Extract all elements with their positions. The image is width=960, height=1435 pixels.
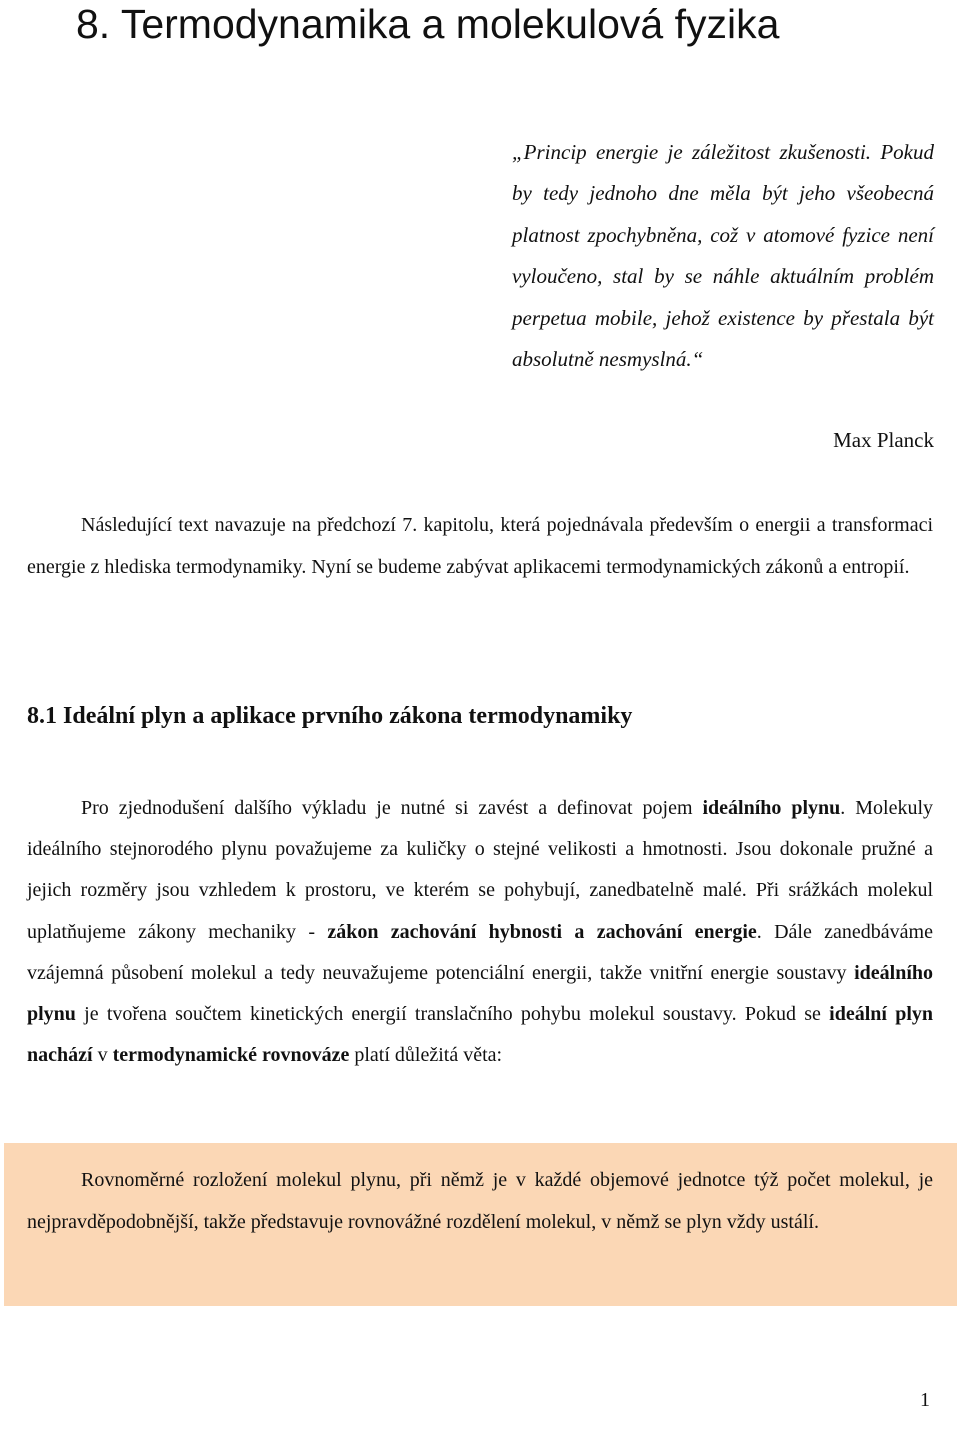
epigraph-text: „Princip energie je záležitost zkušenosti. Pokud by tedy jednoho dne měla být jeho všeobecná platnost zpochybněna, což v atomové fyzice není vyloučeno, stal by se náhle aktuálním problém perpetua mobile, jehož existence by přestala být absolutně nesmyslná.“ [512,140,934,372]
highlight-box [4,1143,957,1306]
paragraph-text: . Dále zanedbáváme vzájemná působení molekul a tedy neuvažujeme potenciální energii, takže vnitřní energie soustavy [27,920,933,984]
term-ideal-gas-state: ideální plyn nachází [27,1003,933,1067]
intro-paragraph: Následující text navazuje na předchozí 7. kapitolu, která pojednávala především o energii a transformaci energie z hlediska termodynamiky. Nyní se budeme zabývat aplikacemi termodynamických zákonů a entropií. [27,514,933,578]
paragraph-text: . Molekuly ideálního stejnorodého plynu považujeme za kuličky o stejné velikosti a hmotnosti. Jsou dokonale pružné a jejich rozměry jsou vzhledem k prostoru, ve kterém se pohybují, zanedbatelně malé. Při srážkách molekul uplatňujeme zákony mechaniky - [27,797,933,943]
term-thermodynamic-equilibrium: termodynamické rovnováze [112,1044,350,1067]
chapter-title: 8. Termodynamika a molekulová fyzika [76,1,780,47]
paragraph-text: je tvořena součtem kinetických energií translačního pohybu molekul soustavy. Pokud se [75,1003,830,1026]
section-paragraph [27,788,933,1076]
paragraph-text: platí důležitá věta: [349,1044,503,1067]
epigraph-quote [512,132,934,380]
term-conservation-laws: zákon zachování hybnosti a zachování energie [327,920,757,943]
term-ideal-gas: ideálního plynu [702,797,841,819]
page-number: 1 [920,1389,930,1411]
term-ideal-gas: ideálního plynu [27,961,933,1026]
section-heading: 8.1 Ideální plyn a aplikace prvního zákona termodynamiky [27,703,633,729]
paragraph-text: Pro zjednodušení dalšího výkladu je nutné si zavést a definovat pojem [81,797,703,819]
epigraph-author: Max Planck [833,428,934,452]
highlight-statement: Rovnoměrné rozložení molekul plynu, při němž je v každé objemové jednotce týž počet molekul, je nejpravděpodobnější, takže představuje rovnovážné rozdělení molekul, v němž se plyn vždy ustálí. [27,1169,933,1233]
paragraph-text: v [92,1044,113,1067]
